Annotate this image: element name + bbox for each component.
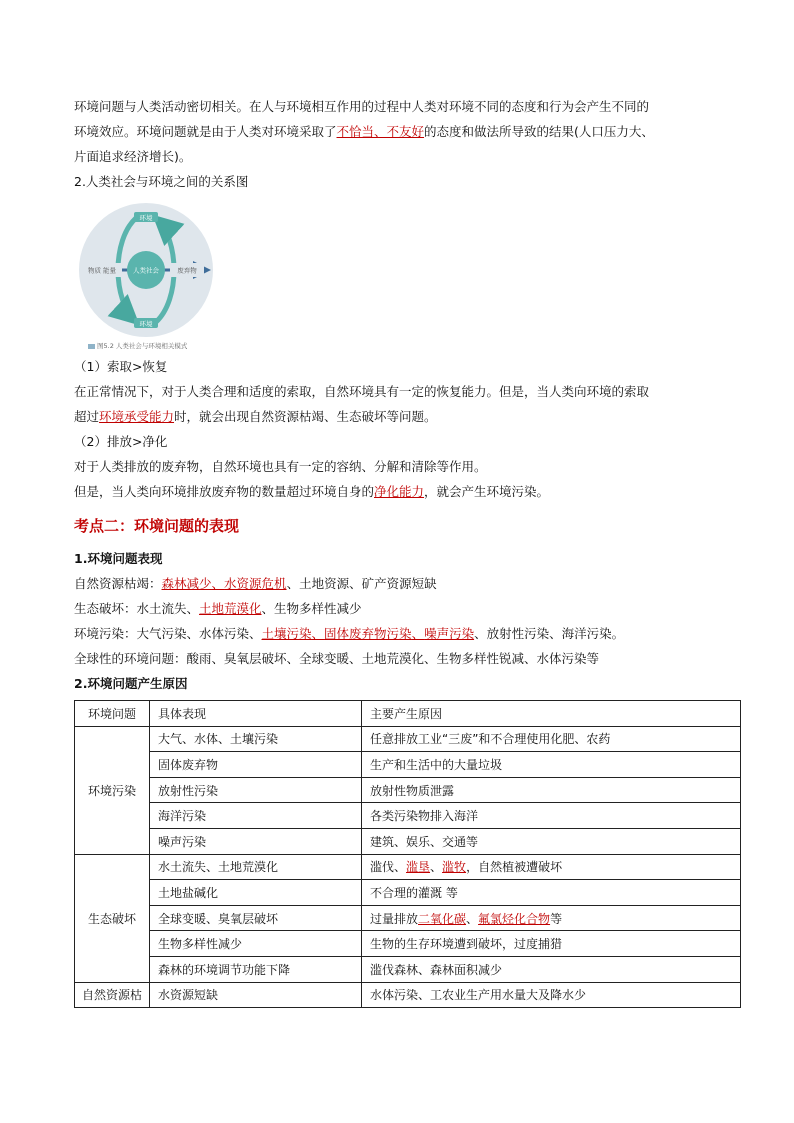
- diagram-left-label: 物质 能量: [87, 266, 117, 275]
- table-cell: 各类污染物排入海洋: [362, 803, 741, 829]
- table-cell: 土地盐碱化: [150, 880, 362, 906]
- group-cell: 环境污染: [75, 726, 150, 854]
- key-term: 水资源危机: [224, 576, 287, 591]
- causes-table: [74, 700, 741, 1008]
- key-term: 森林减少: [161, 576, 212, 591]
- table-cell: 生物多样性减少: [150, 931, 362, 957]
- sub-2-line-1: 对于人类排放的废弃物，自然环境也具有一定的容纳、分解和清除等作用。: [74, 459, 487, 474]
- ecological-damage-line: 生态破坏：水土流失、土地荒漠化、生物多样性减少: [74, 601, 362, 616]
- key-term: 不恰当、不友好: [336, 124, 425, 139]
- table-row: [75, 803, 741, 829]
- table-row: [75, 726, 741, 752]
- table-cell: 生物的生存环境遭到破坏，过度捕猎: [362, 931, 741, 957]
- table-row: [75, 931, 741, 957]
- table-row: [75, 982, 741, 1008]
- resource-depletion-line: 自然资源枯竭：森林减少、水资源危机、土地资源、矿产资源短缺: [74, 576, 437, 591]
- point-1-title: 1.环境问题表现: [74, 551, 163, 566]
- key-term: 滥垦: [406, 860, 431, 875]
- sub-2-title: （2）排放>净化: [74, 434, 168, 449]
- table-cell: 大气、水体、土壤污染: [150, 726, 362, 752]
- diagram-right-label: 废弃物: [177, 266, 197, 275]
- intro-line-2: 环境效应。环境问题就是由于人类对环境采取了不恰当、不友好的态度和做法所导致的结果(人口压力大、: [74, 124, 654, 139]
- group-cell: 生态破坏: [75, 854, 150, 982]
- document-page: [74, 94, 742, 1008]
- table-cell: 水体污染、工农业生产用水量大及降水少: [362, 982, 741, 1008]
- key-term: 固体废弃物污染: [324, 626, 412, 641]
- key-term: 噪声污染: [424, 626, 475, 641]
- intro-line-3: 片面追求经济增长)。: [74, 149, 192, 164]
- figure-caption: 图5.2 人类社会与环境相关模式: [88, 341, 187, 350]
- table-cell: 水土流失、土地荒漠化: [150, 854, 362, 880]
- table-cell: 放射性物质泄露: [362, 777, 741, 803]
- table-cell: 任意排放工业“三废”和不合理使用化肥、农药: [362, 726, 741, 752]
- key-term: 滥牧: [442, 860, 467, 875]
- caption-marker-icon: [88, 344, 95, 349]
- diagram-top-label: 环境: [139, 214, 153, 222]
- table-cell: 不合理的灌溉 等: [362, 880, 741, 906]
- key-term: 土地荒漠化: [199, 601, 262, 616]
- sub-1-title: （1）索取>恢复: [74, 359, 168, 374]
- section-2-title: 2.人类社会与环境之间的关系图: [74, 174, 249, 189]
- table-row: [75, 777, 741, 803]
- sub-1-line-1: 在正常情况下，对于人类合理和适度的索取，自然环境具有一定的恢复能力。但是，当人类向环境的索取: [74, 384, 650, 399]
- sub-1-line-2: 超过环境承受能力时，就会出现自然资源枯竭、生态破坏等问题。: [74, 409, 437, 424]
- table-row: [75, 854, 741, 880]
- table-header-cell: 主要产生原因: [362, 701, 741, 727]
- table-cell: 生产和生活中的大量垃圾: [362, 752, 741, 778]
- table-header-cell: 具体表现: [150, 701, 362, 727]
- table-cell: 森林的环境调节功能下降: [150, 956, 362, 982]
- relationship-diagram-graphic: [76, 200, 216, 340]
- table-cell: 放射性污染: [150, 777, 362, 803]
- key-term: 净化能力: [374, 484, 425, 499]
- table-cell: 噪声污染: [150, 828, 362, 854]
- point-2-title: 2.环境问题产生原因: [74, 676, 188, 691]
- table-row: [75, 828, 741, 854]
- relationship-diagram: [76, 200, 216, 350]
- intro-line-1: 环境问题与人类活动密切相关。在人与环境相互作用的过程中人类对环境不同的态度和行为会产生不同的: [74, 99, 650, 114]
- table-cell: 海洋污染: [150, 803, 362, 829]
- key-term: 土壤污染: [261, 626, 312, 641]
- sub-2-line-2: 但是，当人类向环境排放废弃物的数量超过环境自身的净化能力，就会产生环境污染。: [74, 484, 550, 499]
- table-header-row: [75, 701, 741, 727]
- key-term: 二氧化碳: [418, 911, 467, 926]
- kaodian-2-heading: 考点二：环境问题的表现: [74, 517, 240, 535]
- table-cell: 水资源短缺: [150, 982, 362, 1008]
- group-cell: 自然资源枯: [75, 982, 150, 1008]
- diagram-center-label: 人类社会: [133, 266, 159, 275]
- table-cell: 滥伐森林、森林面积减少: [362, 956, 741, 982]
- key-term: 氟氯烃化合物: [478, 911, 551, 926]
- table-row: [75, 752, 741, 778]
- key-term: 环境承受能力: [99, 409, 175, 424]
- table-cell: 建筑、娱乐、交通等: [362, 828, 741, 854]
- table-header-cell: 环境问题: [75, 701, 150, 727]
- table-row: [75, 956, 741, 982]
- table-cell: 全球变暖、臭氧层破坏: [150, 905, 362, 931]
- table-cell: 过量排放二氧化碳、氟氯烃化合物等: [362, 905, 741, 931]
- diagram-bottom-label: 环境: [139, 320, 153, 328]
- table-cell: 固体废弃物: [150, 752, 362, 778]
- table-row: [75, 905, 741, 931]
- pollution-line: 环境污染：大气污染、水体污染、土壤污染、固体废弃物污染、噪声污染、放射性污染、海洋污染。: [74, 626, 625, 641]
- table-row: [75, 880, 741, 906]
- global-issues-line: 全球性的环境问题：酸雨、臭氧层破坏、全球变暖、土地荒漠化、生物多样性锐减、水体污染等: [74, 651, 600, 666]
- table-cell: 滥伐、滥垦、滥牧，自然植被遭破坏: [362, 854, 741, 880]
